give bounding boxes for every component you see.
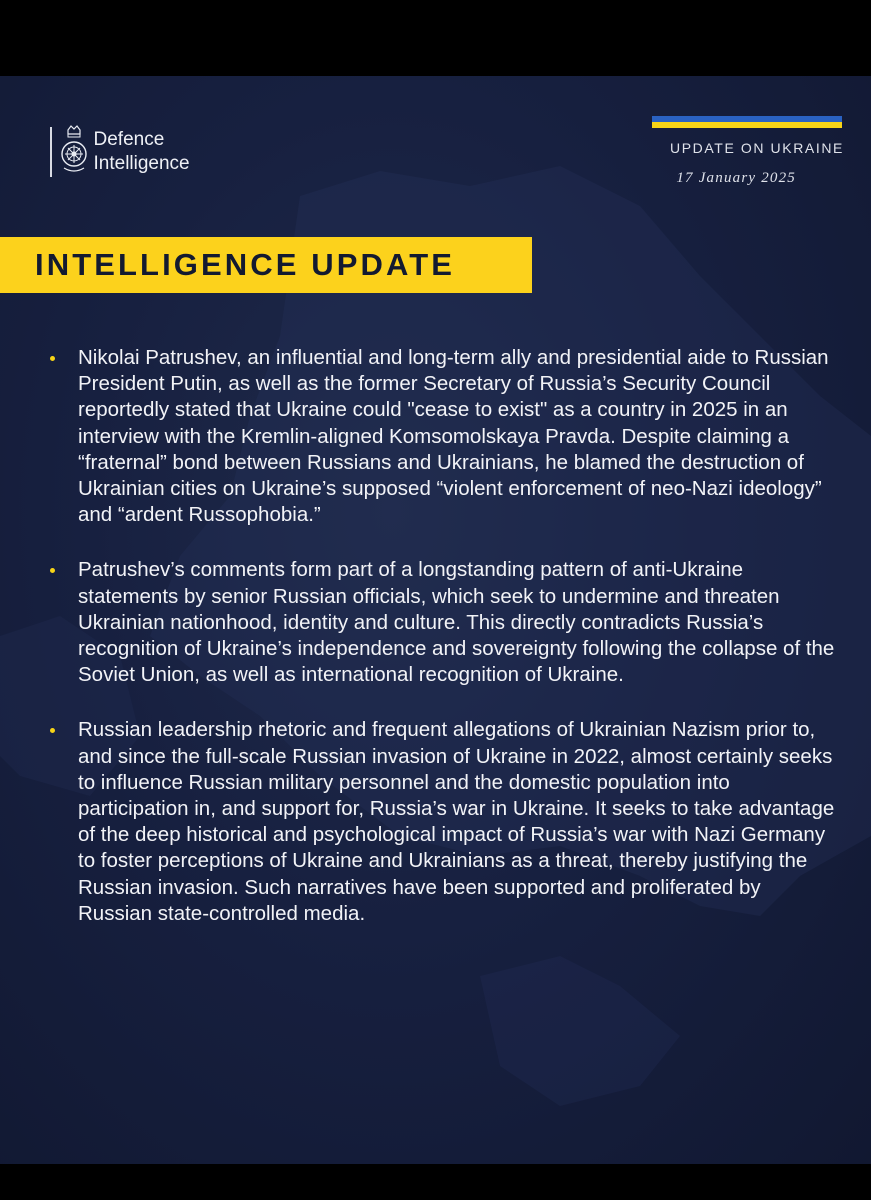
intelligence-update-banner: INTELLIGENCE UPDATE <box>0 237 532 293</box>
bullet-item <box>45 557 835 688</box>
crest-icon <box>58 124 90 180</box>
logo-line2: Intelligence <box>93 153 190 174</box>
flag-yellow-stripe <box>652 122 842 128</box>
logo-divider <box>50 127 52 177</box>
bullet-list <box>45 345 835 956</box>
bullet-text: Nikolai Patrushev, an influential and long-term ally and presidential aide to Russian President Putin, as well as the former Secretary of Russia’s Security Council reportedly stated that Ukraine could "cease to exist" as a country in 2025 in an interview with the Kremlin-aligned Komsomolskaya Pravda. Despite claiming a “fraternal” bond between Russians and Ukrainians, he blamed the destruction of Ukrainian cities on Ukraine’s supposed “violent enforcement of neo-Nazi ideology” and “ardent Russophobia.” <box>78 346 829 527</box>
bullet-item <box>45 717 835 927</box>
bullet-item <box>45 345 835 528</box>
update-label: UPDATE ON UKRAINE <box>670 140 844 156</box>
bullet-text: Russian leadership rhetoric and frequent allegations of Ukrainian Nazism prior to, and since the full-scale Russian invasion of Ukraine in 2022, almost certainly seeks to influence Russian military personnel and the domestic population into participation in, and support for, Russia’s war in Ukraine. It seeks to take advantage of the deep historical and psychological impact of Russia’s war with Nazi Germany to foster perceptions of Ukraine and Ukrainians as a threat, thereby justifying the Russian invasion. Such narratives have been supported and proliferated by Russian state-controlled media. <box>78 718 835 925</box>
bullet-dot-icon <box>50 728 55 733</box>
bullet-dot-icon <box>50 568 55 573</box>
bullet-dot-icon <box>50 356 55 361</box>
logo-text <box>94 128 190 176</box>
ukraine-flag-stripe <box>652 116 842 128</box>
bullet-text: Patrushev’s comments form part of a longstanding pattern of anti-Ukraine statements by senior Russian officials, which seek to undermine and threaten Ukrainian nationhood, identity and culture. This directly contradicts Russia’s recognition of Ukraine’s independence and sovereignty following the collapse of the Soviet Union, as well as international recognition of Ukraine. <box>78 558 835 687</box>
defence-intelligence-logo <box>50 124 190 180</box>
intelligence-update-card <box>0 76 871 1164</box>
logo-line1: Defence <box>93 129 165 150</box>
update-date: 17 January 2025 <box>676 170 796 186</box>
